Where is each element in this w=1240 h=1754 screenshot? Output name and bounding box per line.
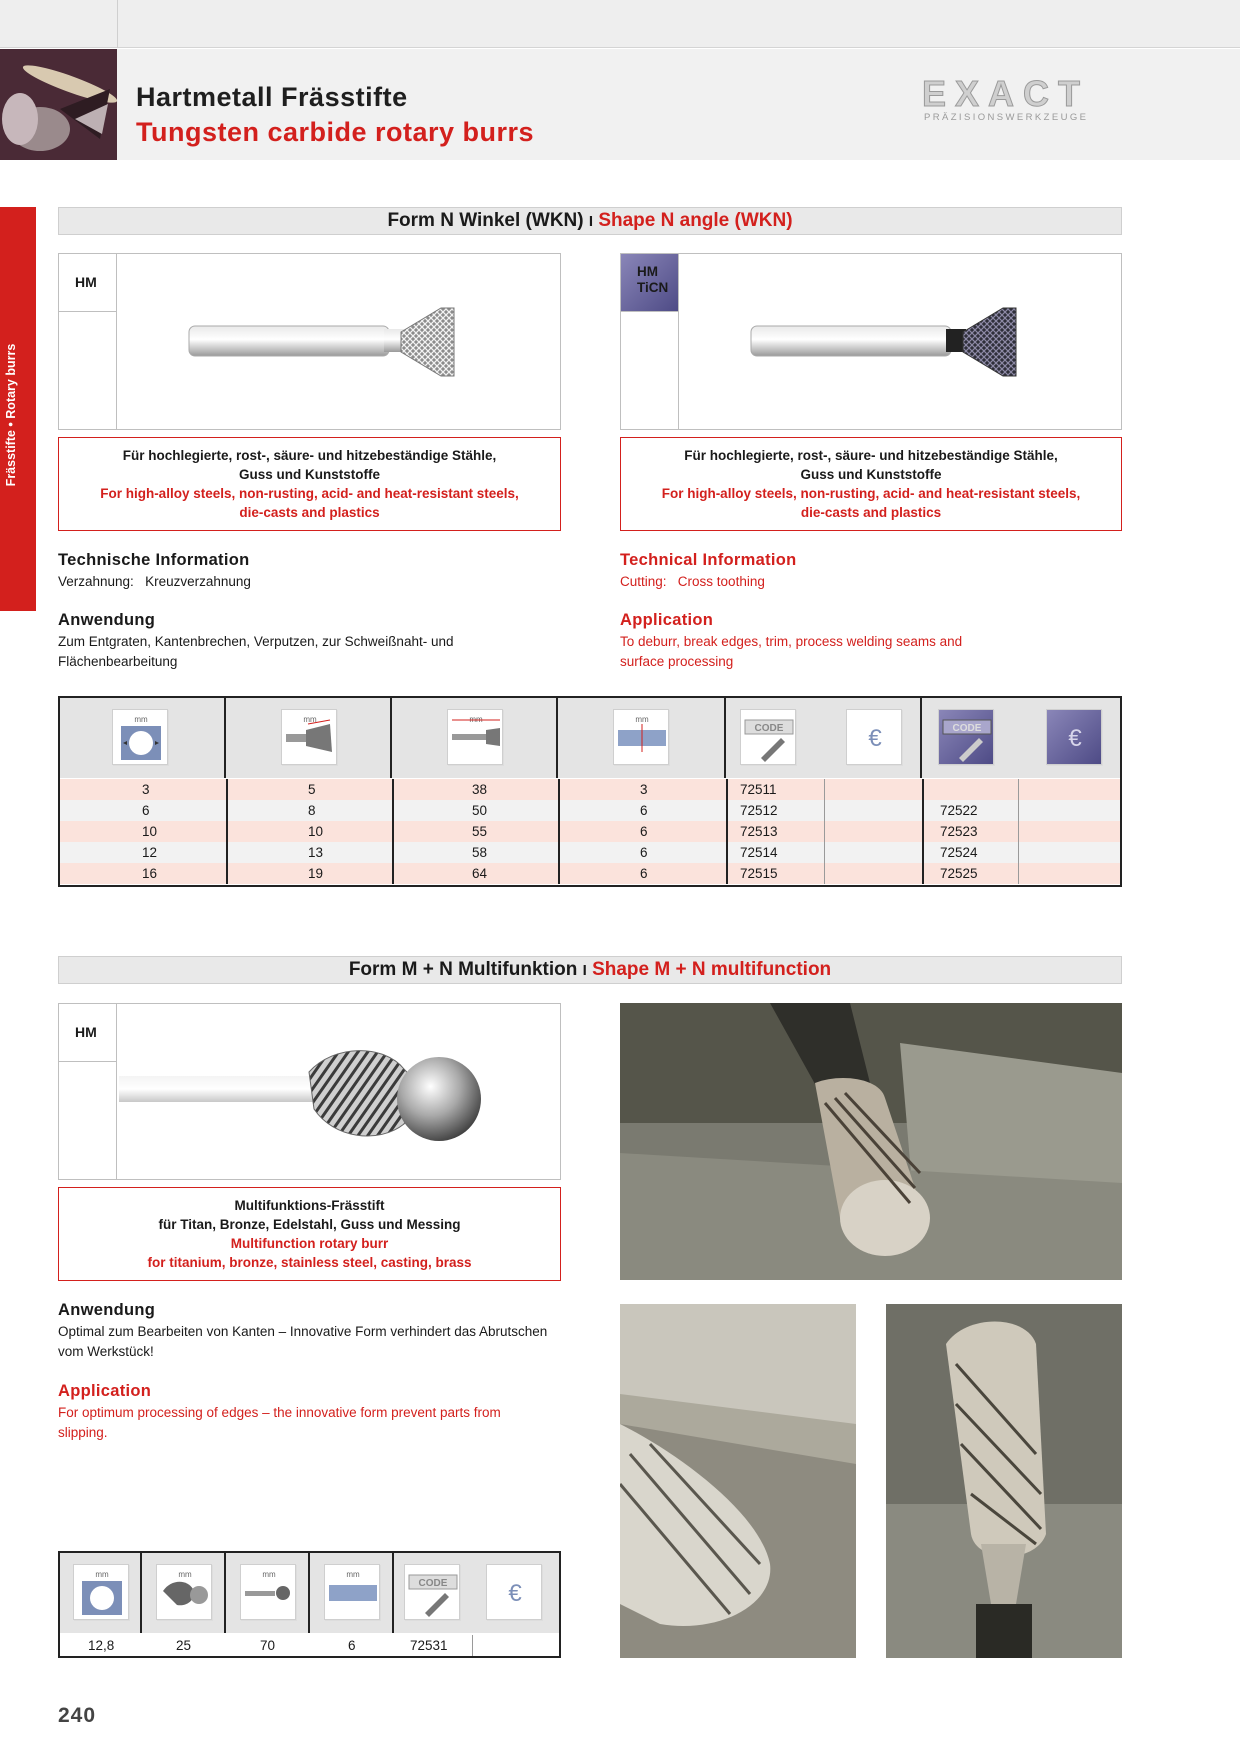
cutting-key-de: Verzahnung: (58, 574, 134, 589)
mf-total-length-icon (240, 1564, 296, 1620)
table-cell-l1: 10 (308, 824, 324, 839)
mf-application-heading-de: Anwendung (58, 1301, 156, 1319)
mf-euro-icon-text: € (508, 1580, 522, 1607)
table-cell-l2: 55 (472, 824, 488, 839)
side-tab-label: Frässtifte • Rotary burrs (4, 343, 18, 487)
ticn-label-ticn: TiCN (637, 280, 669, 295)
tech-info-text-de (58, 572, 251, 592)
table-cell-code2: 72522 (940, 803, 978, 818)
desc-en-line1: For high-alloy steels, non-rusting, acid- and heat-resistant steels, (100, 486, 519, 501)
table-cell-s: 6 (640, 866, 648, 881)
cutting-length-icon (281, 709, 337, 765)
table-cell-l1: 19 (308, 866, 324, 881)
section2-separator: I (582, 962, 587, 979)
table-cell-code: 72512 (740, 803, 778, 818)
desc-de-line2: Guss und Kunststoffe (239, 467, 380, 482)
multifunction-table (58, 1551, 561, 1658)
page-title-en: Tungsten carbide rotary burrs (136, 117, 535, 147)
euro-ticn-icon-text: € (1068, 725, 1082, 752)
mf-app-de-line1: Optimal zum Bearbeiten von Kanten – Innovative Form verhindert das Abrutschen (58, 1324, 548, 1339)
ticn-label-hm: HM (637, 264, 658, 279)
table-row (60, 863, 1120, 884)
mf-desc-de-line2: für Titan, Bronze, Edelstahl, Guss und Messing (158, 1217, 461, 1232)
table-cell-l1: 8 (308, 803, 316, 818)
table-cell-code: 72515 (740, 866, 778, 881)
euro-ticn-icon (1046, 709, 1102, 765)
material-label-ticn (621, 254, 679, 312)
section1-title-en: Shape N angle (WKN) (598, 210, 793, 231)
table-cell-s: 6 (640, 803, 648, 818)
diameter-icon-unit: mm (134, 715, 148, 724)
mf-col-total-length (226, 1553, 310, 1633)
diameter-icon (112, 709, 168, 765)
table-row (60, 842, 1120, 863)
mf-app-en-line2: slipping. (58, 1425, 108, 1440)
desc-en-line1-right: For high-alloy steels, non-rusting, acid- and heat-resistant steels, (661, 486, 1081, 501)
mf-diameter-icon-unit: mm (95, 1570, 109, 1579)
table-cell-d: 16 (142, 866, 158, 881)
table-cell-code: 72513 (740, 824, 778, 839)
angle-burr-image (179, 294, 519, 384)
mf-cutting-length-icon-unit: mm (178, 1570, 192, 1579)
cutting-key-en: Cutting: (620, 574, 667, 589)
tech-info-text-en (620, 572, 765, 592)
table-row (60, 800, 1120, 821)
section2-title-bar (58, 956, 1122, 984)
mf-application-text-en (58, 1403, 568, 1443)
app-en-line1: To deburr, break edges, trim, process welding seams and (620, 634, 963, 649)
table-row (60, 821, 1120, 842)
section1-separator: I (588, 213, 594, 230)
mf-cell-total-length: 70 (260, 1638, 276, 1653)
mf-diameter-icon (73, 1564, 129, 1620)
table-cell-d: 12 (142, 845, 158, 860)
table-cell-d: 3 (142, 782, 150, 797)
angle-burr-ticn-image (741, 294, 1081, 384)
multifunction-desc-box (58, 1187, 561, 1281)
col-code-hm (726, 698, 922, 778)
mf-cell-diameter: 12,8 (88, 1638, 115, 1653)
mf-app-de-line2: vom Werkstück! (58, 1344, 154, 1359)
table-cell-l2: 38 (472, 782, 488, 797)
application-box-left (58, 437, 561, 531)
application-box-right (620, 437, 1122, 531)
mf-euro-icon (486, 1564, 542, 1620)
table-cell-l1: 13 (308, 845, 324, 860)
material-label-hm-2: HM (59, 1004, 117, 1062)
table-cell-code2: 72524 (940, 845, 978, 860)
desc-de-line2-right: Guss und Kunststoffe (800, 467, 942, 482)
mf-table-row (60, 1635, 559, 1656)
desc-de-line1: Für hochlegierte, rost-, säure- und hitzebeständige Stähle, (122, 448, 497, 463)
burr-in-use-photo-1 (620, 1003, 1122, 1280)
table-cell-s: 3 (640, 782, 648, 797)
section1-title-bar (58, 207, 1122, 235)
mf-application-heading-en: Application (58, 1382, 152, 1400)
tech-info-heading-de: Technische Information (58, 551, 250, 569)
app-en-line2: surface processing (620, 654, 734, 669)
mf-shank-diameter-icon-unit: mm (346, 1570, 360, 1579)
app-de-line1: Zum Entgraten, Kantenbrechen, Verputzen, zur Schweißnaht- und (58, 634, 454, 649)
header-burr-image (0, 49, 117, 160)
logo-subtitle: PRÄZISIONSWERKZEUGE (924, 112, 1089, 123)
mf-col-code (394, 1553, 559, 1633)
shank-diameter-icon (613, 709, 669, 765)
col-diameter (60, 698, 226, 778)
desc-de-line1-right: Für hochlegierte, rost-, säure- und hitzebeständige Stähle, (684, 448, 1058, 463)
mf-col-cutting-length (142, 1553, 226, 1633)
material-label-hm: HM (59, 254, 117, 312)
desc-en-line2: die-casts and plastics (239, 505, 380, 520)
multifunction-burr-image (119, 1014, 559, 1174)
table-cell-s: 6 (640, 845, 648, 860)
exact-logo (922, 73, 1124, 124)
col-shank-diameter (558, 698, 726, 778)
product-hm-box (58, 253, 561, 430)
mf-desc-en-line1: Multifunction rotary burr (230, 1236, 389, 1251)
shank-diameter-icon-unit: mm (635, 715, 649, 724)
mf-desc-en-line2: for titanium, bronze, stainless steel, casting, brass (147, 1255, 472, 1270)
total-length-icon (447, 709, 503, 765)
application-text-de (58, 632, 558, 672)
mf-col-diameter (60, 1553, 142, 1633)
code-icon (740, 709, 796, 765)
table-cell-d: 6 (142, 803, 150, 818)
table-cell-l2: 58 (472, 845, 488, 860)
col-code-ticn (922, 698, 1122, 778)
section1-title-de: Form N Winkel (WKN) (387, 210, 584, 231)
desc-en-line2-right: die-casts and plastics (800, 505, 942, 520)
mf-code-icon (404, 1564, 460, 1620)
table-row (60, 779, 1120, 800)
cutting-val-de: Kreuzverzahnung (145, 574, 251, 589)
table-cell-s: 6 (640, 824, 648, 839)
burr-in-use-photo-2 (620, 1304, 856, 1658)
app-de-line2: Flächenbearbeitung (58, 654, 178, 669)
mf-cell-shank: 6 (348, 1638, 356, 1653)
code-icon-text: CODE (754, 723, 784, 734)
mf-shank-diameter-icon (324, 1564, 380, 1620)
mf-cutting-length-icon (156, 1564, 212, 1620)
dimension-table (58, 696, 1122, 887)
mf-col-shank-diameter (310, 1553, 394, 1633)
col-cutting-length (226, 698, 392, 778)
table-cell-d: 10 (142, 824, 158, 839)
application-text-en (620, 632, 1120, 672)
product-ticn-box (620, 253, 1122, 430)
table-cell-code2: 72525 (940, 866, 978, 881)
table-cell-code: 72511 (740, 782, 777, 797)
mf-desc-de-line1: Multifunktions-Frässtift (234, 1198, 385, 1213)
cutting-length-icon-unit: mm (303, 715, 317, 724)
side-tab (0, 207, 36, 611)
euro-icon-text: € (868, 725, 882, 752)
table-cell-l2: 50 (472, 803, 488, 818)
tech-info-heading-en: Technical Information (620, 551, 797, 569)
application-heading-de: Anwendung (58, 611, 156, 629)
mf-application-text-de (58, 1322, 568, 1362)
page-number: 240 (58, 1704, 97, 1727)
mf-code-icon-text: CODE (418, 1578, 448, 1589)
mf-cell-cutting-length: 25 (176, 1638, 192, 1653)
mf-app-en-line1: For optimum processing of edges – the innovative form prevent parts from (58, 1405, 501, 1420)
col-total-length (392, 698, 558, 778)
section2-title-de: Form M + N Multifunktion (348, 959, 578, 980)
table-cell-l1: 5 (308, 782, 316, 797)
product-multifunction-box (58, 1003, 561, 1180)
application-heading-en: Application (620, 611, 714, 629)
mf-cell-code: 72531 (410, 1638, 448, 1653)
total-length-icon-unit: mm (469, 715, 483, 724)
page-title-de: Hartmetall Frässtifte (136, 82, 408, 112)
cutting-val-en: Cross toothing (677, 574, 765, 589)
code-ticn-icon-text: CODE (952, 723, 982, 734)
table-cell-code: 72514 (740, 845, 778, 860)
logo-name: EXACT (922, 73, 1090, 114)
burr-in-use-photo-3 (886, 1304, 1122, 1658)
section2-title-en: Shape M + N multifunction (592, 959, 832, 980)
top-bar (0, 0, 1240, 48)
table-cell-l2: 64 (472, 866, 488, 881)
code-ticn-icon (938, 709, 994, 765)
mf-total-length-icon-unit: mm (262, 1570, 276, 1579)
euro-icon (846, 709, 902, 765)
table-cell-code2: 72523 (940, 824, 978, 839)
